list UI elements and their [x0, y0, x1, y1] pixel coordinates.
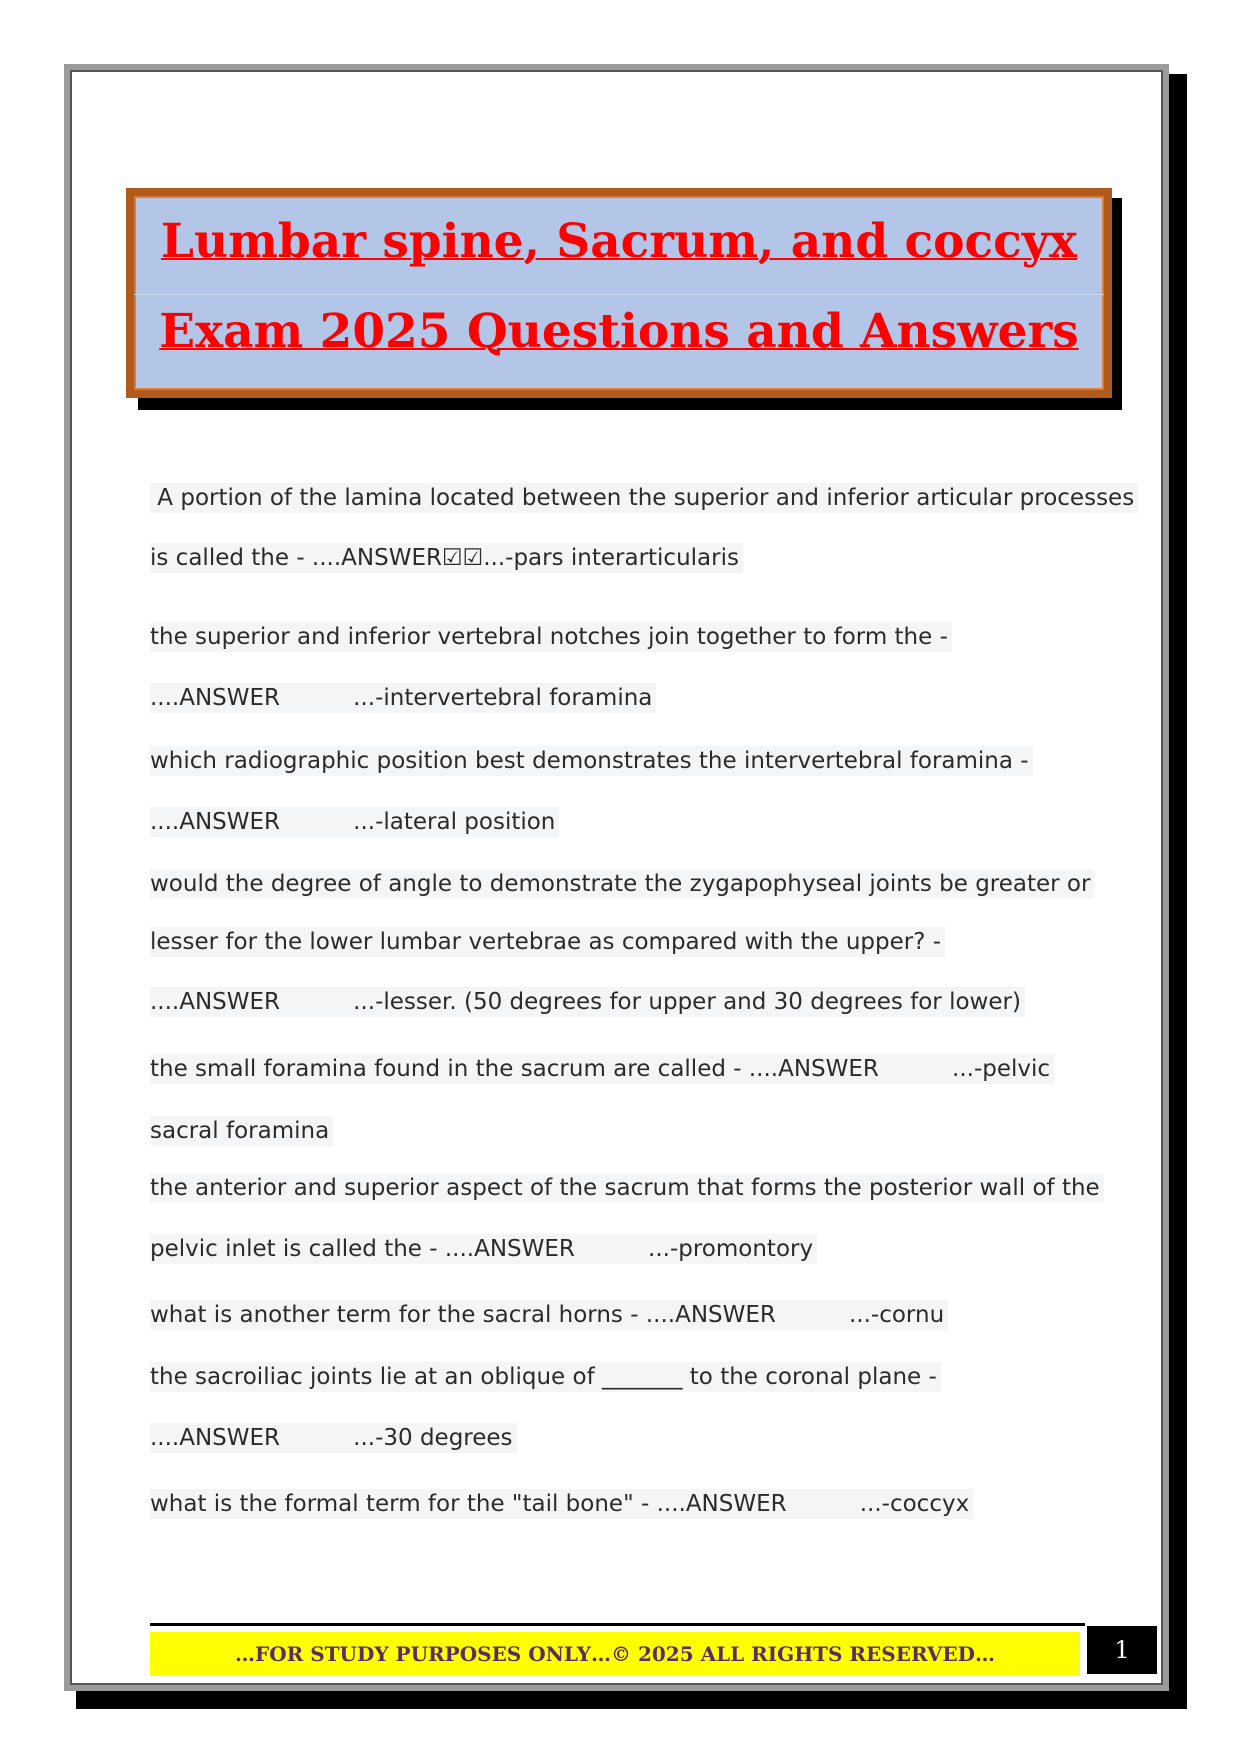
qa-line: lesser for the lower lumbar vertebrae as compared with the upper? -	[150, 927, 945, 957]
qa-line: what is the formal term for the "tail bone" - ....ANSWER ...-coccyx	[150, 1489, 973, 1519]
qa-line: ....ANSWER ...-30 degrees	[150, 1423, 517, 1453]
qa-line: the small foramina found in the sacrum are called - ....ANSWER ...-pelvic	[150, 1054, 1054, 1084]
document-title-line-2: Exam 2025 Questions and Answers	[159, 304, 1079, 359]
qa-line: which radiographic position best demonstrates the intervertebral foramina -	[150, 746, 1033, 776]
qa-line: A portion of the lamina located between the superior and inferior articular processes	[150, 483, 1138, 513]
qa-line: the sacroiliac joints lie at an oblique of _______ to the coronal plane -	[150, 1362, 941, 1392]
qa-line: pelvic inlet is called the - ....ANSWER ...-promontory	[150, 1234, 817, 1264]
qa-line: the anterior and superior aspect of the sacrum that forms the posterior wall of the	[150, 1173, 1104, 1203]
qa-line: ....ANSWER ...-lesser. (50 degrees for upper and 30 degrees for lower)	[150, 987, 1025, 1017]
footer-rule	[150, 1623, 1085, 1626]
document-title-line-1: Lumbar spine, Sacrum, and coccyx	[160, 214, 1078, 269]
qa-line: the superior and inferior vertebral notches join together to form the -	[150, 622, 952, 652]
qa-line: would the degree of angle to demonstrate the zygapophyseal joints be greater or	[150, 869, 1094, 899]
page-number: 1	[1087, 1626, 1157, 1674]
qa-line: what is another term for the sacral horns - ....ANSWER ...-cornu	[150, 1300, 948, 1330]
qa-line: ....ANSWER ...-intervertebral foramina	[150, 683, 656, 713]
qa-line: is called the - ....ANSWER☑☑...-pars interarticularis	[150, 543, 743, 573]
footer-notice: …FOR STUDY PURPOSES ONLY…© 2025 ALL RIGHTS RESERVED…	[150, 1632, 1080, 1676]
qa-line: sacral foramina	[150, 1116, 333, 1146]
qa-line: ....ANSWER ...-lateral position	[150, 807, 559, 837]
title-box	[126, 188, 1112, 398]
title-divider	[134, 294, 1104, 295]
